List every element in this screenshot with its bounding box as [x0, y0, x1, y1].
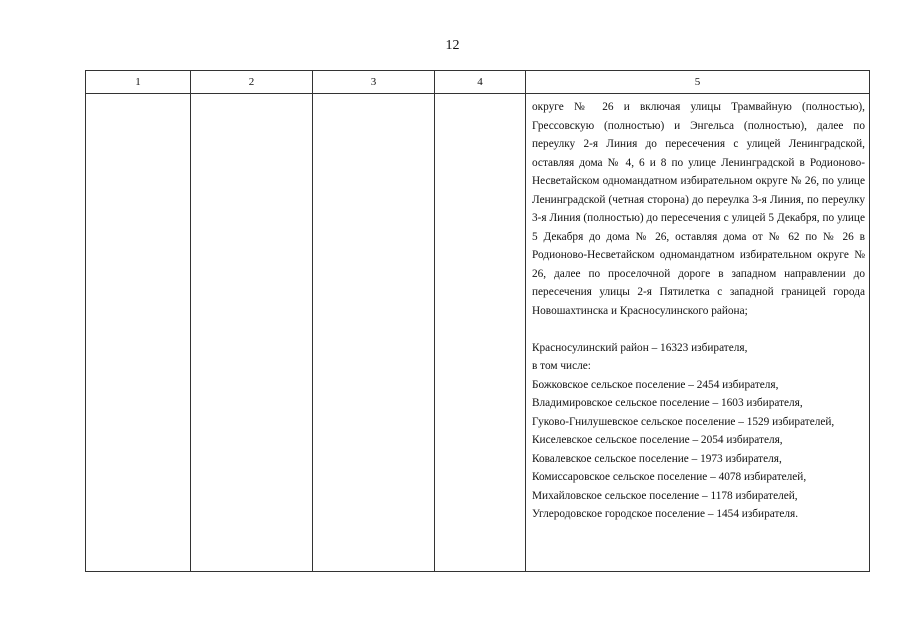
cell-column-1	[86, 94, 191, 572]
district-table	[85, 70, 870, 572]
boundary-description	[526, 94, 869, 524]
settlement-item: Божковское сельское поселение – 2454 избирателя,	[532, 378, 779, 391]
settlement-item: Углеродовское городское поселение – 1454 избирателя.	[532, 508, 799, 520]
column-header-1: 1	[86, 71, 191, 94]
settlement-item: Ковалевское сельское поселение – 1973 избирателя,	[532, 452, 782, 465]
settlement-item: Киселевское сельское поселение – 2054 избирателя,	[532, 434, 783, 446]
page-number: 12	[445, 38, 460, 53]
district-total: Красносулинский район – 16323 избирателя,	[532, 341, 748, 354]
boundary-paragraph: округе № 26 и включая улицы Трамвайную (полностью), Грессовскую (полностью) и Энгельса (полностью), далее по переулку 2-я Линия до пересечения с улицей Ленинградской, оставляя дома № 4, 6 и 8 по улице Ленинградской в Родионово-Несветайском одномандатном избирательном округе № 26, по улице Ленинградской (четная сторона) до переулка 3-я Линия, по переулку 3-я Линия (полностью) до пересечения с улицей 5 Декабря, по улице 5 Декабря до дома № 26, оставляя дома от № 62 по № 26 в Родионово-Несветайском одномандатном избирательном округе № 26, далее по проселочной дороге в западном направлении до пересечения улицы 2-я Пятилетка с западной границей города Новошахтинска и Красносулинского района;	[532, 101, 865, 317]
cell-column-4	[435, 94, 526, 572]
cell-column-3	[313, 94, 435, 572]
column-header-3: 3	[313, 71, 435, 94]
column-header-4: 4	[435, 71, 526, 94]
settlement-item: Михайловское сельское поселение – 1178 избирателей,	[532, 489, 798, 502]
cell-column-5	[526, 94, 870, 572]
header-row	[86, 71, 870, 94]
settlement-item: Гуково-Гнилушевское сельское поселение – 1529 избирателей,	[532, 415, 835, 428]
column-header-5: 5	[526, 71, 870, 94]
including-label: в том числе:	[532, 360, 591, 372]
paragraph-spacer	[532, 320, 865, 339]
table-row	[86, 94, 870, 572]
settlement-item: Владимировское сельское поселение – 1603 избирателя,	[532, 397, 803, 409]
cell-column-2	[191, 94, 313, 572]
settlement-item: Комиссаровское сельское поселение – 4078 избирателей,	[532, 471, 807, 483]
column-header-2: 2	[191, 71, 313, 94]
